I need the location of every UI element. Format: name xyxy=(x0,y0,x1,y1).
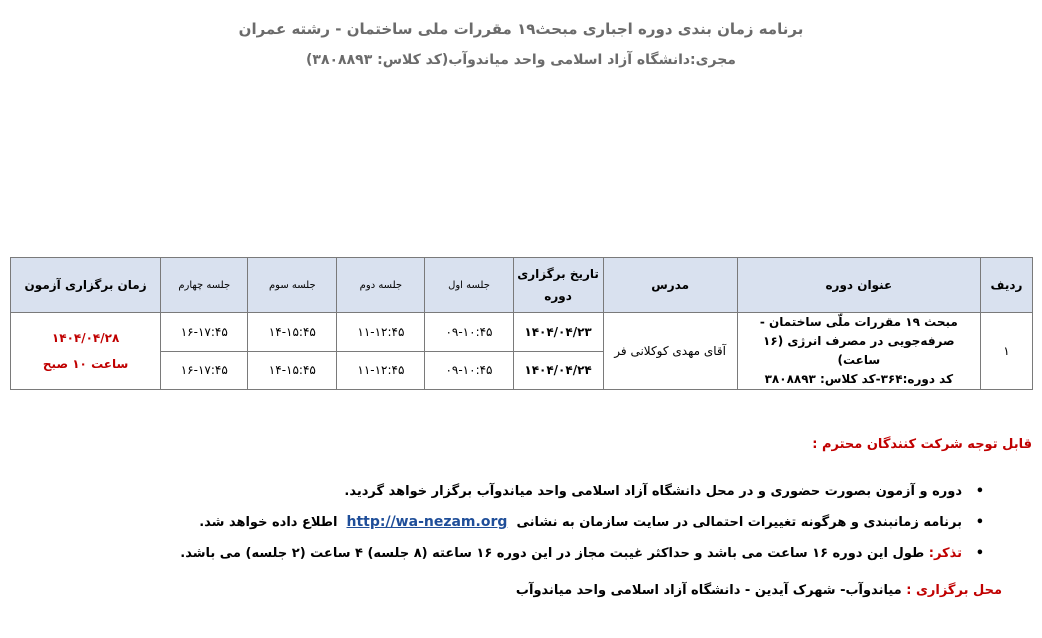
bullet-icon: • xyxy=(975,484,984,499)
session3-time: ۱۴-۱۵:۴۵ xyxy=(248,351,337,390)
notice-item-text: اطلاع داده خواهد شد. xyxy=(199,515,338,530)
page-title: برنامه زمان بندی دوره اجباری مبحث۱۹ مقررات ملی ساختمان - رشته عمران xyxy=(238,20,804,38)
list-item xyxy=(180,507,984,538)
notice-item-text: دوره و آزمون بصورت حضوری و در محل دانشگاه آزاد اسلامی واحد میاندوآب برگزار خواهد گردید. xyxy=(344,484,962,499)
exam-schedule xyxy=(11,313,161,390)
header-row-no: ردیف xyxy=(980,258,1032,313)
session2-time: ۱۱-۱۲:۴۵ xyxy=(337,313,425,352)
notice-item-text: برنامه زمانبندی و هرگونه تغییرات احتمالی در سایت سازمان به نشانی xyxy=(516,515,962,530)
session2-time: ۱۱-۱۲:۴۵ xyxy=(337,351,425,390)
session1-time: ۰۹-۱۰:۴۵ xyxy=(425,313,513,352)
table-header-row xyxy=(11,258,1033,313)
session4-time: ۱۶-۱۷:۴۵ xyxy=(161,351,248,390)
schedule-table xyxy=(10,257,1033,390)
notice-item-text: طول این دوره ۱۶ ساعت می باشد و حداکثر غیبت مجاز در این دوره ۱۶ ساعته (۸ جلسه) ۴ ساعت (۲ جلسه) می باشد. xyxy=(180,546,925,561)
venue-label: محل برگزاری : xyxy=(906,583,1002,598)
header-exam: زمان برگزاری آزمون xyxy=(11,258,161,313)
exam-date: ۱۴۰۴/۰۴/۲۸ xyxy=(51,331,120,345)
header-session2: جلسه دوم xyxy=(337,258,425,313)
session-date: ۱۴۰۴/۰۴/۲۴ xyxy=(513,351,603,390)
header-session1: جلسه اول xyxy=(425,258,513,313)
notice-list xyxy=(180,476,984,569)
session1-time: ۰۹-۱۰:۴۵ xyxy=(425,351,513,390)
venue xyxy=(516,583,1002,598)
bullet-icon: • xyxy=(975,515,984,530)
exam-time: ساعت ۱۰ صبح xyxy=(42,357,129,371)
venue-text: میاندوآب- شهرک آیدین - دانشگاه آزاد اسلامی واحد میاندوآب xyxy=(515,583,902,598)
row-number: ۱ xyxy=(980,313,1032,390)
session-date: ۱۴۰۴/۰۴/۲۳ xyxy=(513,313,603,352)
teacher-name: آقای مهدی کوکلانی فر xyxy=(603,313,737,390)
page-subtitle: مجری:دانشگاه آزاد اسلامی واحد میاندوآب(کد کلاس: ۳۸۰۸۸۹۳) xyxy=(306,52,736,68)
list-item xyxy=(180,538,984,569)
notice-title: قابل توجه شرکت کنندگان محترم : xyxy=(812,437,1032,452)
header-date: تاریخ برگزاری دوره xyxy=(513,258,603,313)
header-teacher: مدرس xyxy=(603,258,737,313)
course-title-line1: مبحث ۱۹ مقررات ملّی ساختمان - xyxy=(759,315,958,329)
website-link[interactable]: http://wa-nezam.org xyxy=(346,514,508,530)
course-title-line2: صرفه‌جویی در مصرف انرژی (۱۶ ساعت) xyxy=(763,334,955,367)
session3-time: ۱۴-۱۵:۴۵ xyxy=(248,313,337,352)
header-session4: جلسه چهارم xyxy=(161,258,248,313)
course-title xyxy=(737,313,980,390)
header-course: عنوان دوره xyxy=(737,258,980,313)
bullet-icon: • xyxy=(975,546,984,561)
course-title-line3: کد دوره:۳۶۴-کد کلاس: ۳۸۰۸۸۹۳ xyxy=(764,372,954,386)
table-row xyxy=(11,313,1033,352)
list-item xyxy=(180,476,984,507)
session4-time: ۱۶-۱۷:۴۵ xyxy=(161,313,248,352)
header-session3: جلسه سوم xyxy=(248,258,337,313)
reminder-label: تذکر: xyxy=(928,546,962,561)
